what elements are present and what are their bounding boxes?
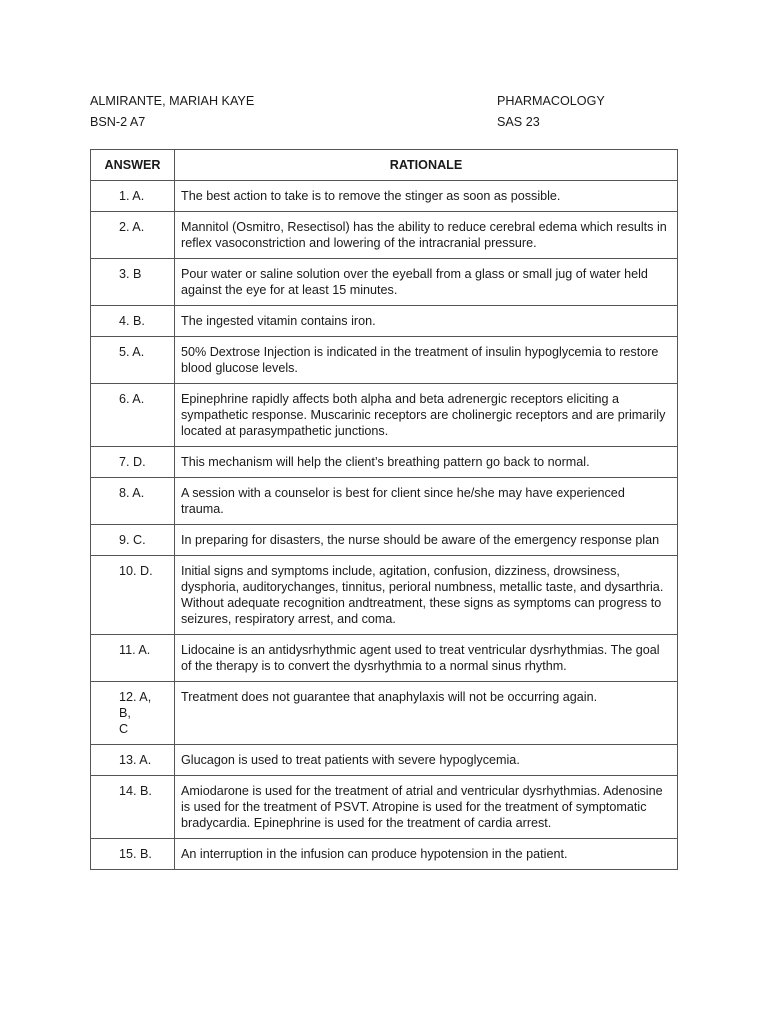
answer-cell (91, 447, 175, 478)
answer-text: 2. A. (119, 220, 145, 234)
answer-text: 7. D. (119, 455, 146, 469)
table-row (91, 525, 678, 556)
header-row-1 (90, 91, 680, 112)
answer-cell (91, 776, 175, 839)
answer-cell (91, 839, 175, 870)
table-row (91, 306, 678, 337)
table-row (91, 682, 678, 745)
answer-text: 9. C. (119, 533, 146, 547)
table-body (91, 181, 678, 870)
rationale-cell: 50% Dextrose Injection is indicated in the treatment of insulin hypoglycemia to restore blood glucose levels. (175, 337, 678, 384)
rationale-cell: Epinephrine rapidly affects both alpha and beta adrenergic receptors eliciting a sympathetic response. Muscarinic receptors are cholinergic receptors and are primarily located at parasympathetic junctions. (175, 384, 678, 447)
answer-text: 10. D. (119, 564, 153, 578)
table-row (91, 556, 678, 635)
rationale-cell: Initial signs and symptoms include, agitation, confusion, dizziness, drowsiness, dysphoria, auditorychanges, tinnitus, perioral numbness, metallic taste, and dysarthria. Without adequate recognition andtreatment, these signs as symptoms can progress to seizures, respiratory arrest, and coma. (175, 556, 678, 635)
answer-cell (91, 478, 175, 525)
answer-text: 14. B. (119, 784, 152, 798)
answer-cell (91, 384, 175, 447)
table-row (91, 259, 678, 306)
rationale-cell: In preparing for disasters, the nurse should be aware of the emergency response plan (175, 525, 678, 556)
answer-cell (91, 306, 175, 337)
rationale-cell: The ingested vitamin contains iron. (175, 306, 678, 337)
answer-text: 11. A. (119, 643, 151, 657)
answer-text: 6. A. (119, 392, 145, 406)
table-row (91, 839, 678, 870)
rationale-cell: Lidocaine is an antidysrhythmic agent used to treat ventricular dysrhythmias. The goal of the therapy is to convert the dysrhythmia to a normal sinus rhythm. (175, 635, 678, 682)
answer-text: 15. B. (119, 847, 152, 861)
answer-text: 13. A. (119, 753, 152, 767)
answer-cell (91, 259, 175, 306)
subject-name: PHARMACOLOGY (497, 94, 605, 108)
answer-cell (91, 745, 175, 776)
student-name: ALMIRANTE, MARIAH KAYE (90, 94, 255, 108)
answer-text: 8. A. (119, 486, 145, 500)
rationale-cell: Glucagon is used to treat patients with severe hypoglycemia. (175, 745, 678, 776)
answer-cell (91, 556, 175, 635)
rationale-cell: An interruption in the infusion can produce hypotension in the patient. (175, 839, 678, 870)
answer-cell (91, 181, 175, 212)
answer-table (90, 149, 678, 870)
rationale-cell: This mechanism will help the client’s breathing pattern go back to normal. (175, 447, 678, 478)
answer-text: 3. B (119, 267, 142, 281)
table-header-row (91, 150, 678, 181)
table-row (91, 384, 678, 447)
rationale-cell: A session with a counselor is best for client since he/she may have experienced trauma. (175, 478, 678, 525)
answer-cell (91, 682, 175, 745)
answer-text: 12. A, B, C (119, 690, 152, 736)
answer-text: 4. B. (119, 314, 145, 328)
answer-cell (91, 337, 175, 384)
answer-column-header: ANSWER (91, 150, 175, 181)
rationale-cell: Treatment does not guarantee that anaphylaxis will not be occurring again. (175, 682, 678, 745)
student-section: BSN-2 A7 (90, 115, 146, 129)
table-row (91, 635, 678, 682)
rationale-cell: The best action to take is to remove the stinger as soon as possible. (175, 181, 678, 212)
table-row (91, 745, 678, 776)
header-row-2 (90, 112, 680, 133)
answer-text: 5. A. (119, 345, 145, 359)
activity-name: SAS 23 (497, 115, 540, 129)
table-row (91, 181, 678, 212)
rationale-cell: Mannitol (Osmitro, Resectisol) has the ability to reduce cerebral edema which results in reflex vasoconstriction and lowering of the intracranial pressure. (175, 212, 678, 259)
rationale-cell: Pour water or saline solution over the eyeball from a glass or small jug of water held against the eye for at least 15 minutes. (175, 259, 678, 306)
table-row (91, 776, 678, 839)
answer-text: 1. A. (119, 189, 145, 203)
answer-cell (91, 212, 175, 259)
document-header (90, 91, 680, 133)
table-row (91, 447, 678, 478)
answer-cell (91, 635, 175, 682)
rationale-cell: Amiodarone is used for the treatment of atrial and ventricular dysrhythmias. Adenosine is used for the treatment of PSVT. Atropine is used for the treatment of symptomatic bradycardia. Epinephrine is used for the treatment of cardia arrest. (175, 776, 678, 839)
rationale-column-header: RATIONALE (175, 150, 678, 181)
table-row (91, 337, 678, 384)
table-row (91, 212, 678, 259)
answer-cell (91, 525, 175, 556)
table-row (91, 478, 678, 525)
